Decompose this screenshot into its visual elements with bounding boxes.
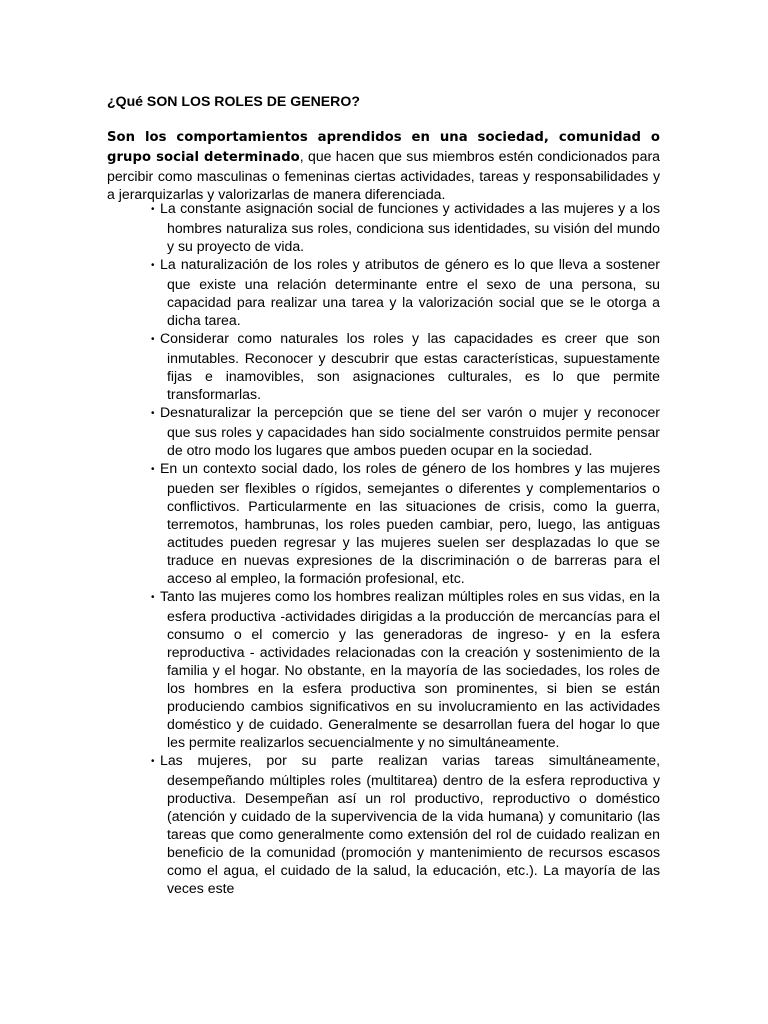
bullet-text: Desnaturalizar la percepción que se tiene del ser varón o mujer y reconocer que sus roles y capacidades han sido socialmente construidos permite pensar de otro modo los lugares que ambos pueden ocupar en la sociedad. — [160, 404, 660, 458]
bullet-item — [142, 751, 660, 897]
page-title: ¿Qué SON LOS ROLES DE GENERO? — [107, 93, 360, 109]
bullet-icon: • — [151, 408, 155, 419]
bullet-item — [142, 199, 660, 255]
bullet-item — [142, 255, 660, 329]
intro-paragraph — [107, 127, 660, 203]
bullet-text: Las mujeres, por su parte realizan varias tareas simultáneamente, desempeñando múltiples roles (multitarea) dentro de la esfera reproductiva y productiva. Desempeñan así un rol productivo, reproductivo o doméstico (atención y cuidado de la supervivencia de la vida humana) y comunitario (las tareas que como generalmente como extensión del rol de cuidado realizan en beneficio de la comunidad (promoción y mantenimiento de recursos escasos como el agua, el cuidado de la salud, la educación, etc.). La mayoría de las veces este — [160, 752, 660, 896]
intro-paragraph-text: , que hacen que sus miembros estén condicionados para percibir como masculinas o femeninas ciertas actividades, tareas y responsabilidades y a jerarquizarlas y valorizarlas de manera diferenciada. — [107, 148, 660, 202]
bullet-icon: • — [151, 592, 155, 603]
bullet-item — [142, 459, 660, 587]
bullet-item — [142, 403, 660, 459]
bullet-item — [142, 329, 660, 403]
bullet-icon: • — [151, 756, 155, 767]
bullet-list — [142, 199, 660, 897]
bullet-text: En un contexto social dado, los roles de género de los hombres y las mujeres pueden ser flexibles o rígidos, semejantes o diferentes y complementarios o conflictivos. Particularmente en las situaciones de crisis, como la guerra, terremotos, hambrunas, los roles pueden cambiar, pero, luego, las antiguas actitudes pueden regresar y las mujeres suelen ser desplazadas lo que se traduce en nuevas expresiones de la discriminación o de barreras para el acceso al empleo, la formación profesional, etc. — [160, 460, 660, 586]
bullet-icon: • — [151, 464, 155, 475]
bullet-text: La constante asignación social de funciones y actividades a las mujeres y a los hombres naturaliza sus roles, condiciona sus identidades, su visión del mundo y su proyecto de vida. — [160, 200, 660, 254]
bullet-text: Considerar como naturales los roles y las capacidades es creer que son inmutables. Reconocer y descubrir que estas características, supuestamente fijas e inamovibles, son asignaciones culturales, es lo que permite transformarlas. — [160, 330, 660, 402]
intro-bold-definition: Son los comportamientos aprendidos en una sociedad, comunidad o grupo social determinado — [107, 130, 660, 165]
bullet-icon: • — [151, 204, 155, 215]
bullet-text: La naturalización de los roles y atributos de género es lo que lleva a sostener que existe una relación determinante entre el sexo de una persona, su capacidad para realizar una tarea y la valorización social que se le otorga a dicha tarea. — [160, 256, 660, 328]
bullet-icon: • — [151, 260, 155, 271]
bullet-text: Tanto las mujeres como los hombres realizan múltiples roles en sus vidas, en la esfera productiva -actividades dirigidas a la producción de mercancías para el consumo o el comercio y las generadoras de ingreso- y en la esfera reproductiva - actividades relacionadas con la creación y sostenimiento de la familia y el hogar. No obstante, en la mayoría de las sociedades, los roles de los hombres en la esfera productiva son prominentes, si bien se están produciendo cambios significativos en su involucramiento en las actividades doméstico y de cuidado. Generalmente se desarrollan fuera del hogar lo que les permite realizarlos secuencialmente y no simultáneamente. — [160, 588, 660, 750]
bullet-icon: • — [151, 334, 155, 345]
bullet-item — [142, 587, 660, 751]
